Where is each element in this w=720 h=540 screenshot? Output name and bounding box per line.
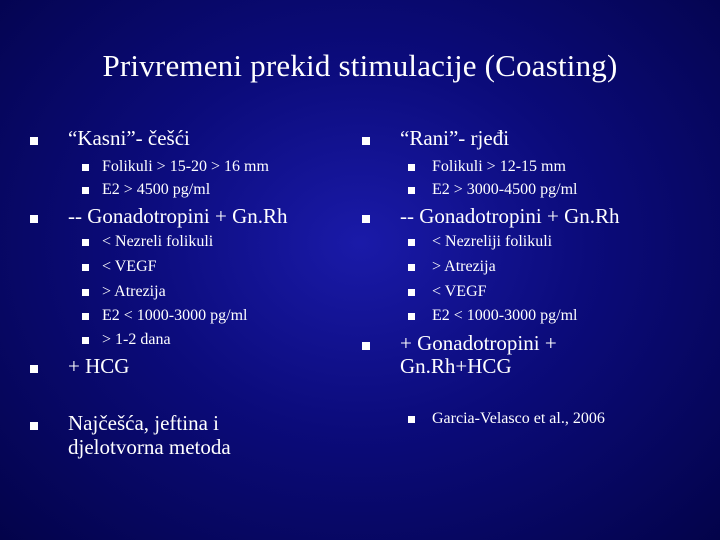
square-bullet-icon	[362, 137, 370, 145]
list-item-text: djelotvorna metoda	[68, 435, 231, 459]
list-item-text: Folikuli > 12-15 mm	[432, 158, 566, 175]
list-item-text: + Gonadotropini +	[400, 331, 557, 355]
square-bullet-icon	[82, 337, 89, 344]
square-bullet-icon	[362, 215, 370, 223]
square-bullet-icon	[82, 239, 89, 246]
list-item-text: > 1-2 dana	[102, 331, 171, 348]
citation: Garcia-Velasco et al., 2006	[432, 410, 605, 427]
list-item-text: Najčešća, jeftina i	[68, 411, 219, 435]
square-bullet-icon	[82, 289, 89, 296]
square-bullet-icon	[408, 313, 415, 320]
square-bullet-icon	[408, 264, 415, 271]
square-bullet-icon	[408, 164, 415, 171]
list-item-text: < VEGF	[102, 258, 157, 275]
list-item-text: E2 > 4500 pg/ml	[102, 181, 211, 198]
square-bullet-icon	[30, 215, 38, 223]
list-item-text: E2 > 3000-4500 pg/ml	[432, 181, 578, 198]
list-item-text: + HCG	[68, 354, 130, 378]
late-coasting-heading: “Kasni”- češći	[68, 126, 190, 150]
square-bullet-icon	[30, 365, 38, 373]
list-item-text: -- Gonadotropini + Gn.Rh	[400, 204, 620, 228]
square-bullet-icon	[30, 422, 38, 430]
list-item-text: < VEGF	[432, 283, 487, 300]
list-item-text: Folikuli > 15-20 > 16 mm	[102, 158, 269, 175]
list-item-text: Gn.Rh+HCG	[400, 354, 512, 378]
list-item-text: E2 < 1000-3000 pg/ml	[432, 307, 578, 324]
square-bullet-icon	[82, 264, 89, 271]
list-item-text: > Atrezija	[102, 283, 166, 300]
square-bullet-icon	[30, 137, 38, 145]
square-bullet-icon	[408, 239, 415, 246]
square-bullet-icon	[82, 187, 89, 194]
list-item-text: < Nezreliji folikuli	[432, 233, 553, 250]
square-bullet-icon	[408, 187, 415, 194]
list-item-text: E2 < 1000-3000 pg/ml	[102, 307, 248, 324]
square-bullet-icon	[82, 164, 89, 171]
square-bullet-icon	[82, 313, 89, 320]
list-item-text: < Nezreli folikuli	[102, 233, 214, 250]
list-item-text: > Atrezija	[432, 258, 496, 275]
list-item-text: -- Gonadotropini + Gn.Rh	[68, 204, 288, 228]
page-title: Privremeni prekid stimulacije (Coasting)	[102, 48, 618, 83]
square-bullet-icon	[362, 342, 370, 350]
early-coasting-heading: “Rani”- rjeđi	[400, 126, 510, 150]
square-bullet-icon	[408, 416, 415, 423]
square-bullet-icon	[408, 289, 415, 296]
